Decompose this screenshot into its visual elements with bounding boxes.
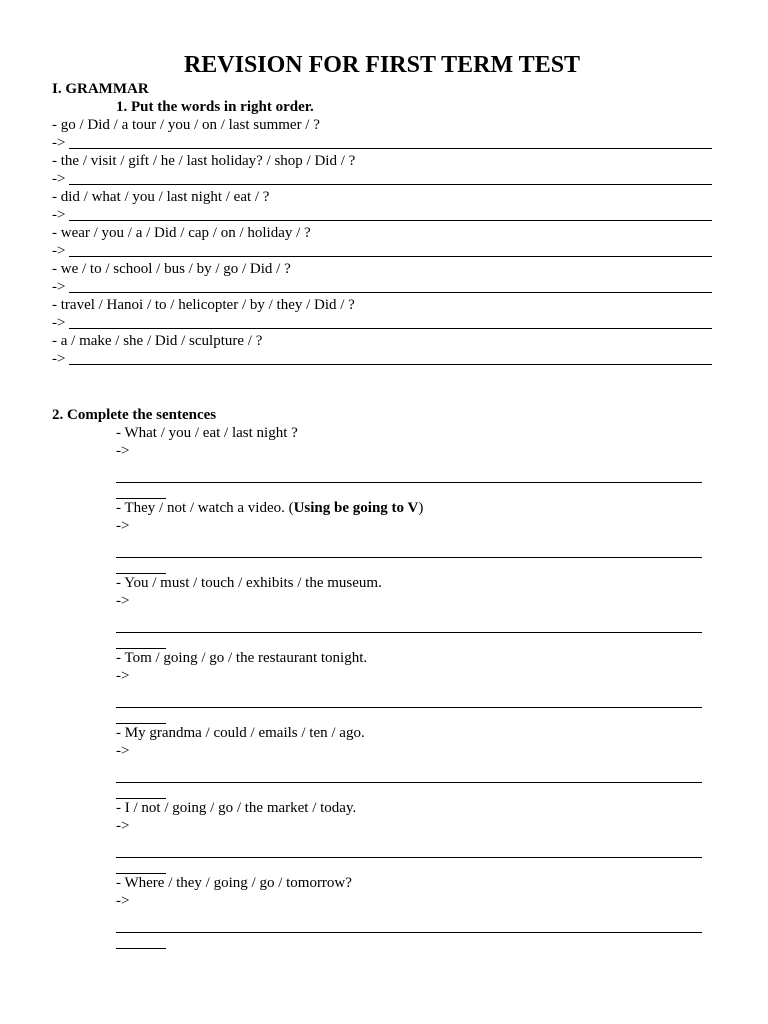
answer-line[interactable] [52,134,712,152]
answer-line[interactable] [52,242,712,260]
answer-rule [69,363,712,365]
prompt-text-part: ) [418,500,424,516]
prompt-text: - go / Did / a tour / you / on / last summer / ? [52,117,320,133]
list-item [52,116,712,152]
prompt-text: - Tom / going / go / the restaurant tonight. [116,650,368,666]
answer-line[interactable] [116,460,702,483]
answer-line-continuation[interactable] [116,483,166,499]
answer-line[interactable] [52,350,712,368]
worksheet-page [52,50,712,949]
answer-line[interactable] [116,685,702,708]
prompt-text: - You / must / touch / exhibits / the museum. [116,575,382,591]
answer-line-continuation[interactable] [116,708,166,724]
answer-rule [69,327,712,329]
prompt-text: - Where / they / going / go / tomorrow? [116,875,352,891]
answer-rule [69,183,712,185]
grammar-hint: Using be going to V [293,500,419,516]
answer-line[interactable] [116,610,702,633]
section-heading-complete-sentences: 2. Complete the sentences [52,407,217,423]
prompt-text: - My grandma / could / emails / ten / ago. [116,725,365,741]
answer-arrow: -> [52,135,66,151]
answer-line[interactable] [116,760,702,783]
answer-line[interactable] [116,535,702,558]
answer-arrow: -> [52,207,66,223]
answer-line[interactable] [52,314,712,332]
answer-arrow: -> [116,743,130,759]
list-item [52,188,712,224]
list-item [52,224,712,260]
answer-line[interactable] [116,910,702,933]
prompt-text: - a / make / she / Did / sculpture / ? [52,333,263,349]
list-item [52,152,712,188]
answer-rule [69,219,712,221]
list-item [52,296,712,332]
answer-line[interactable] [52,206,712,224]
answer-line-continuation[interactable] [116,783,166,799]
answer-line[interactable] [116,835,702,858]
exercise-title-word-order: 1. Put the words in right order. [116,99,314,115]
list-item [116,424,702,499]
answer-arrow: -> [116,518,130,534]
answer-arrow: -> [52,279,66,295]
answer-line-continuation[interactable] [116,933,166,949]
prompt-text: - wear / you / a / Did / cap / on / holiday / ? [52,225,311,241]
answer-arrow: -> [52,351,66,367]
prompt-text: - we / to / school / bus / by / go / Did / ? [52,261,291,277]
page-title: REVISION FOR FIRST TERM TEST [183,52,581,78]
prompt-text: - What / you / eat / last night ? [116,425,298,441]
answer-line[interactable] [52,170,712,188]
answer-rule [69,255,712,257]
list-item [116,499,702,574]
answer-arrow: -> [52,315,66,331]
prompt-text: - travel / Hanoi / to / helicopter / by / they / Did / ? [52,297,355,313]
list-item [116,799,702,874]
list-item [116,574,702,649]
answer-line-continuation[interactable] [116,633,166,649]
answer-rule [69,147,712,149]
answer-arrow: -> [116,818,130,834]
list-item [116,649,702,724]
answer-line-continuation[interactable] [116,858,166,874]
answer-line-continuation[interactable] [116,558,166,574]
answer-arrow: -> [116,443,130,459]
word-order-exercise [52,116,712,368]
answer-line[interactable] [52,278,712,296]
prompt-text [116,499,702,517]
answer-arrow: -> [116,593,130,609]
answer-arrow: -> [52,243,66,259]
answer-arrow: -> [52,171,66,187]
complete-sentences-section [52,406,712,949]
list-item [52,260,712,296]
prompt-text: - did / what / you / last night / eat / ? [52,189,270,205]
prompt-text: - the / visit / gift / he / last holiday? / shop / Did / ? [52,153,356,169]
answer-rule [69,291,712,293]
section-heading-grammar: I. GRAMMAR [52,81,149,97]
list-item [116,874,702,949]
complete-sentences-list [116,424,702,949]
prompt-text-part: - They / not / watch a video. ( [116,500,294,516]
prompt-text: - I / not / going / go / the market / today. [116,800,357,816]
list-item [52,332,712,368]
list-item [116,724,702,799]
answer-arrow: -> [116,668,130,684]
answer-arrow: -> [116,893,130,909]
